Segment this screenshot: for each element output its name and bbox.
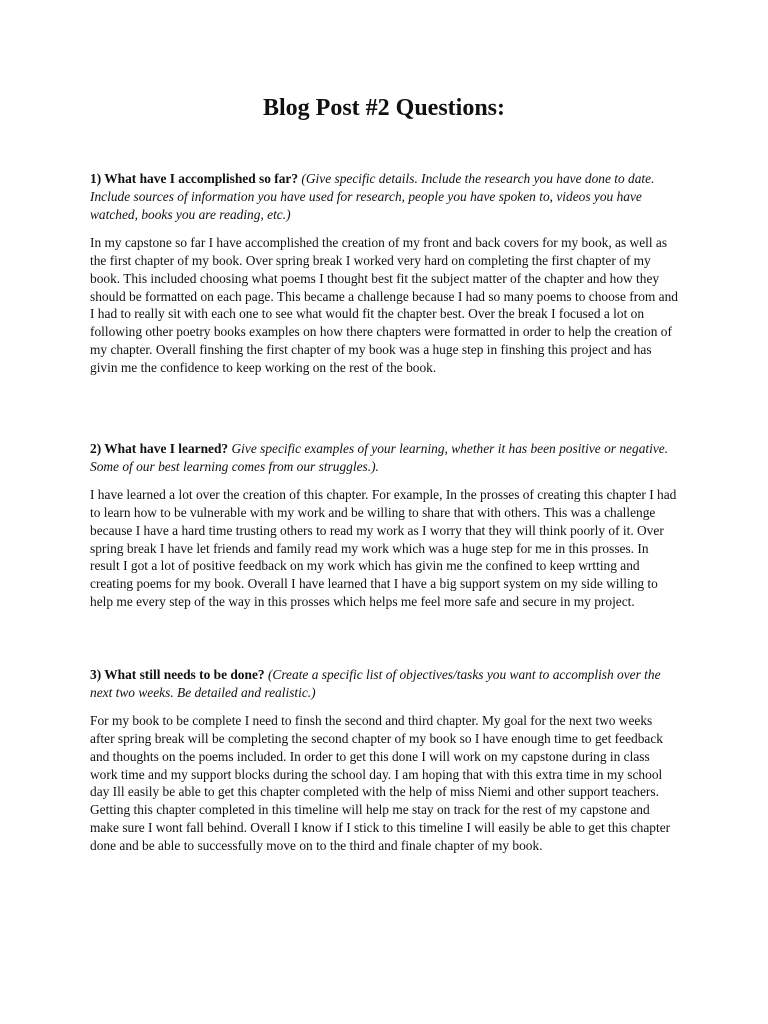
answer-paragraph: I have learned a lot over the creation of this chapter. For example, In the prosses of creating this chapter I had to learn how to be vulnerable with my work and be willing to share that with others. This was a challenge because I have a hard time trusting others to read my work as I worry that they will think poorly of it. Over spring break I have let friends and family read my work which was a huge step for me in this prosses. In result I got a lot of positive feedback on my work which has givin me the confined to keep wrtting and creating poems for my book. Overall I have learned that I have a big support system on my side willing to help me every step of the way in this prosses which helps me feel more safe and secure in my project. [90,487,677,610]
question-prompt [90,170,680,224]
section-accomplished [90,170,680,377]
question-prompt [90,440,680,476]
answer-paragraph: In my capstone so far I have accomplished the creation of my front and back covers for my book, as well as the first chapter of my book. Over spring break I worked very hard on completing the first chapter of my book. This included choosing what poems I thought best fit the subject matter of the chapter and how they should be formatted on each page. This became a challenge because I had so many poems to choose from and I had to really sit with each one to see what would fit the chapter best. Over the break I focused a lot on following other poetry books examples on how there chapters were formatted in order to help the creation of my chapter. Overall finshing the first chapter of my book was a huge step in finshing this project and has givin me the confidence to keep working on the rest of the book. [90,235,678,375]
question-instructions: Give specific examples of your learning, whether it has been positive or negative. Some of our best learning comes from our struggles.). [90,441,669,474]
question-heading: 3) What still needs to be done? [90,667,265,682]
page-title: Blog Post #2 Questions: [262,95,505,121]
question-instructions: (Give specific details. Include the research you have done to date. Include sources of information you have used for research, people you have spoken to, videos you have watched, books you are reading, etc.) [90,171,655,222]
answer-paragraph: For my book to be complete I need to finsh the second and third chapter. My goal for the next two weeks after spring break will be completing the second chapter of my book so I have enough time to get feedback and thoughts on the poems included. In order to get this done I will work on my capstone during in class work time and my support blocks during the school day. I am hoping that with this extra time in my school day Ill easily be able to get this chapter completed with the help of miss Niemi and other support teachers. Getting this chapter completed in this timeline will help me stay on track for the rest of my capstone and make sure I wont fall behind. Overall I know if I stick to this timeline I will easily be able to get this chapter done and be able to successfully move on to the third and finale chapter of my book. [90,713,671,853]
question-heading: 2) What have I learned? [90,441,229,456]
section-learned [90,440,680,611]
question-instructions: (Create a specific list of objectives/tasks you want to accomplish over the next two weeks. Be detailed and realistic.) [90,667,661,700]
section-remaining-work [90,666,680,855]
question-heading: 1) What have I accomplished so far? [90,171,299,186]
question-prompt [90,666,680,702]
